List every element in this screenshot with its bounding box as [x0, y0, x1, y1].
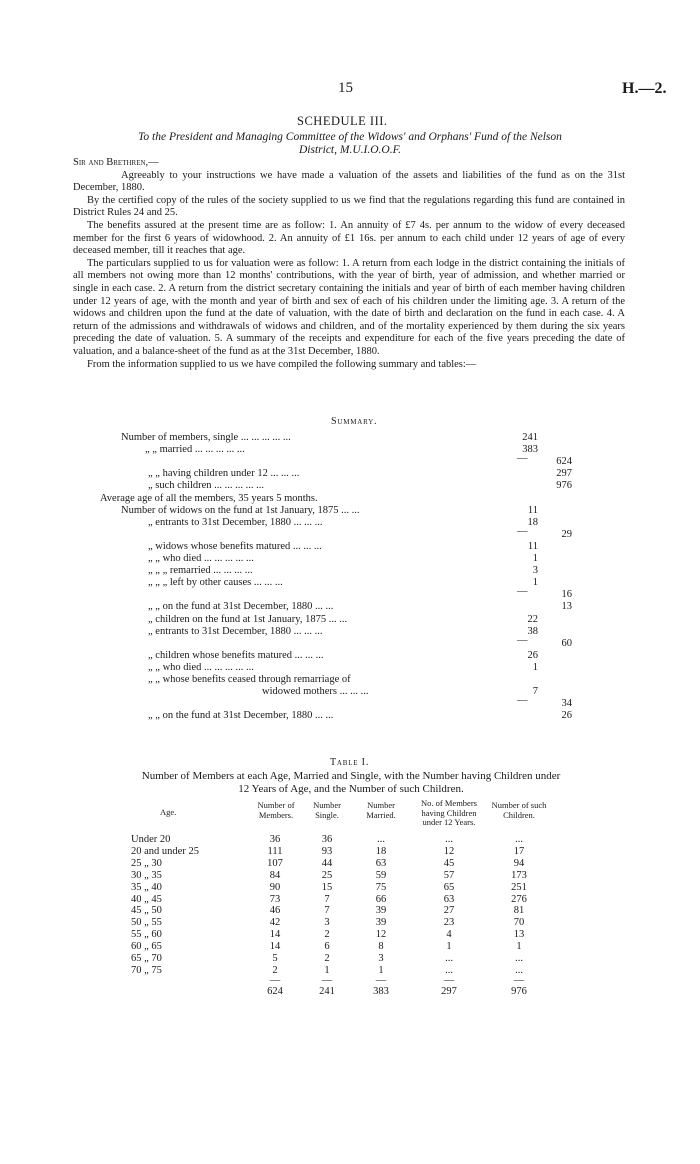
table1-value-cell: 1	[378, 964, 384, 976]
table1-age-cell: 25 „ 30	[131, 857, 162, 869]
table1-value-cell: ...	[445, 964, 453, 976]
summary-subtotal-value: 22	[527, 613, 538, 625]
table1-value-cell: ...	[445, 953, 453, 964]
summary-row-label: „ „ married ... ... ... ... ...	[145, 444, 245, 456]
table1-total-cell: 976	[511, 985, 527, 997]
table1-age-cell: 70 „ 75	[131, 964, 162, 976]
table1-value-cell: ...	[515, 953, 523, 964]
table1-value-cell: 36	[269, 834, 281, 845]
table1-value-cell: 2	[272, 964, 278, 976]
table1-value-cell: 276	[511, 893, 527, 905]
paragraph-5: From the information supplied to us we have compiled the following summary and tables:—	[87, 358, 477, 370]
summary-total-value: 13	[561, 601, 572, 613]
table1-value-cell: ...	[445, 834, 453, 845]
summary-total-value: 34	[561, 698, 572, 710]
table1-title-line-2: 12 Years of Age, and the Number of such Children.	[238, 783, 464, 795]
summary-row-label: „ „ on the fund at 31st December, 1880 ... ...	[148, 710, 334, 722]
table1-age-cell: 50 „ 55	[131, 917, 162, 929]
table1-value-cell: 173	[511, 869, 527, 881]
table1-value-cell: 70	[513, 917, 525, 929]
table1-value-cell: 63	[375, 857, 387, 869]
table1-heading: Table I.	[330, 757, 370, 768]
table1-value-cell: 93	[321, 845, 333, 857]
table1-age-cell: Under 20	[131, 834, 171, 845]
table1-value-cell: 1	[516, 941, 522, 953]
table1-age-cell: 30 „ 35	[131, 869, 162, 881]
table1-value-cell: 65	[443, 881, 455, 893]
paragraph-1: Agreeably to your instructions we have made a valuation of the assets and liabilities of the fund as on the 31st December, 1880.	[73, 169, 625, 194]
address-line-2: District, M.U.I.O.O.F.	[298, 144, 401, 156]
summary-subtotal-value: 11	[527, 504, 538, 516]
table1-value-cell: 4	[446, 929, 452, 941]
summary-subtotal-value: 1	[532, 553, 538, 564]
salutation: Sir and Brethren,—	[73, 157, 159, 168]
table1-value-cell: 15	[321, 881, 333, 893]
summary-row-label: „ „ „ left by other causes ... ... ...	[148, 577, 283, 589]
table1-column-header: Number Married.	[366, 800, 396, 820]
summary-total-value: 16	[561, 589, 572, 601]
address-line-1: To the President and Managing Committee of the Widows' and Orphans' Fund of the Nelson	[138, 131, 562, 143]
table1-value-cell: 75	[375, 881, 387, 893]
table1-total-cell: 624	[267, 985, 283, 997]
table1-value-cell: 66	[375, 893, 387, 905]
table1-value-cell: 17	[513, 845, 525, 857]
summary-subtotal-value: 241	[522, 432, 538, 443]
table1-rule: —	[375, 974, 387, 986]
summary-subtotal-value: 1	[532, 661, 538, 673]
table1-value-cell: 14	[269, 929, 281, 941]
summary-row-label: widowed mothers ... ... ...	[262, 686, 369, 698]
table1-age-cell: 55 „ 60	[131, 929, 162, 941]
table1-column-header: Number of Members.	[257, 800, 295, 820]
table1-age-cell: 35 „ 40	[131, 881, 162, 893]
table1-value-cell: 13	[513, 929, 525, 941]
table1-value-cell: 46	[269, 905, 281, 917]
summary-subtotal-value: 7	[532, 686, 538, 698]
table1-value-cell: 39	[375, 905, 387, 917]
summary-row-label: „ entrants to 31st December, 1880 ... ... ...	[148, 625, 323, 637]
summary-row-label: „ „ who died ... ... ... ... ...	[148, 553, 254, 564]
summary-row-label: „ „ „ remarried ... ... ... ...	[148, 565, 253, 577]
table1-value-cell: 3	[378, 953, 384, 964]
summary-subtotal-value: 3	[532, 565, 538, 577]
table1-value-cell: ...	[515, 834, 523, 845]
table1-value-cell: 45	[443, 857, 455, 869]
table1-column-header: No. of Members having Children under 12 Years.	[421, 798, 477, 827]
table1-age-cell: 40 „ 45	[131, 893, 162, 905]
table1-value-cell: 81	[513, 905, 525, 917]
table1-value-cell: 23	[443, 917, 455, 929]
table1-value-cell: 111	[267, 845, 283, 857]
table1-value-cell: 42	[269, 917, 281, 929]
table1-value-cell: 5	[272, 953, 278, 964]
summary-row-label: „ children on the fund at 1st January, 1875 ... ...	[148, 613, 348, 625]
summary-row-label: „ „ who died ... ... ... ... ...	[148, 661, 254, 673]
summary-subtotal-value: 38	[527, 625, 538, 637]
summary-rule: —	[517, 695, 528, 707]
summary-heading: Summary.	[331, 416, 378, 427]
table1-value-cell: ...	[377, 834, 385, 845]
summary-total-value: 976	[556, 480, 572, 492]
table1-value-cell: 1	[324, 964, 330, 976]
table1-total-cell: 297	[441, 985, 457, 997]
table1-value-cell: 36	[321, 834, 333, 845]
summary-total-value: 624	[556, 456, 572, 468]
summary-row-label: „ „ having children under 12 ... ... ...	[148, 468, 300, 480]
summary-rule: —	[517, 586, 528, 598]
table1-value-cell: 59	[375, 869, 387, 881]
table1-rule: —	[269, 974, 281, 986]
document-reference: H.—2.	[622, 80, 667, 97]
table1-column-header: Number of such Children.	[491, 800, 547, 820]
summary-row-label: „ „ whose benefits ceased through remarriage of	[148, 674, 351, 685]
page-number: 15	[338, 80, 353, 96]
table1-value-cell: 73	[269, 893, 281, 905]
table1-value-cell: 12	[375, 929, 387, 941]
table1-title-line-1: Number of Members at each Age, Married and Single, with the Number having Children under	[141, 770, 561, 782]
summary-row-label: Average age of all the members, 35 years 5 months.	[100, 492, 318, 504]
table1-value-cell: 63	[443, 893, 455, 905]
table1-value-cell: 7	[324, 893, 330, 905]
letter-body	[73, 157, 625, 371]
table1-value-cell: 12	[443, 845, 455, 857]
summary-row-label: „ entrants to 31st December, 1880 ... ... ...	[148, 516, 323, 528]
table1-value-cell: 18	[375, 845, 387, 857]
table1-value-cell: 44	[321, 857, 333, 869]
paragraph-2: By the certified copy of the rules of the society supplied to us we find that the regulations regarding this fund are contained in District Rules 24 and 25.	[73, 194, 625, 219]
table1-value-cell: 6	[324, 941, 330, 953]
table1-value-cell: 251	[511, 881, 527, 893]
summary-rule: —	[517, 634, 528, 646]
summary-row-label: „ „ on the fund at 31st December, 1880 ... ...	[148, 601, 334, 613]
table1-value-cell: 2	[324, 953, 330, 964]
summary-subtotal-value: 26	[527, 649, 538, 661]
summary-subtotal-value: 18	[527, 516, 538, 528]
table1-value-cell: 1	[446, 941, 452, 953]
table1-age-cell: 65 „ 70	[131, 953, 162, 964]
table1-rule: —	[321, 974, 333, 986]
summary-row-label: „ such children ... ... ... ... ...	[148, 480, 265, 492]
summary-total-value: 297	[556, 468, 572, 480]
summary-subtotal-value: 383	[522, 444, 538, 456]
summary-subtotal-value: 11	[527, 540, 538, 552]
table1-value-cell: 90	[269, 881, 281, 893]
summary-row-label: „ widows whose benefits matured ... ... ...	[148, 540, 322, 552]
table1-value-cell: 27	[443, 905, 455, 917]
summary-row-label: Number of widows on the fund at 1st January, 1875 ... ...	[121, 504, 360, 516]
table1-value-cell: 14	[269, 941, 281, 953]
summary-total-value: 26	[561, 710, 572, 722]
table1-column-header: Number Single.	[313, 800, 341, 820]
table1-rule: —	[513, 974, 525, 986]
table1-value-cell: 8	[378, 941, 384, 953]
summary-row-label: Number of members, single ... ... ... ... ...	[121, 432, 291, 443]
table1-value-cell: 94	[513, 857, 525, 869]
paragraph-3: The benefits assured at the present time are as follow: 1. An annuity of £7 4s. per annum to the widow of every deceased member for the first 6 years of widowhood. 2. An annuity of £1 16s. per annum to each child under 12 years of age of every deceased member, till it reaches that age.	[73, 219, 625, 257]
summary-rule: —	[517, 453, 528, 465]
table1-rule: —	[443, 974, 455, 986]
summary-total-value: 60	[561, 637, 572, 649]
schedule-title: SCHEDULE III.	[297, 114, 388, 128]
table1-value-cell: 2	[324, 929, 330, 941]
table1-value-cell: 39	[375, 917, 387, 929]
summary-row-label: „ children whose benefits matured ... ... ...	[148, 649, 324, 661]
summary-subtotal-value: 1	[532, 577, 538, 589]
table1-value-cell: 7	[324, 905, 330, 917]
table1-age-cell: 45 „ 50	[131, 905, 162, 917]
summary-total-value: 29	[561, 528, 572, 540]
paragraph-4: The particulars supplied to us for valuation were as follow: 1. A return from each lodge in the district containing the initials of all members not owing more than 12 months' contributions, with the year of birth, year of admission, and whether married or single in each case. 2. A return from the district secretary containing the initials and year of birth of each member having children under 12 years of age, with the month and year of birth and sex of each of his children under the limiting age. 3. A return of the widows and children upon the fund at the date of valuation, with the date of birth and declaration on the fund in each case. 4. A return of the admissions and withdrawals of widows and children, and of the mortality experienced by them during the six years preceding the date of valuation. 5. A summary of the receipts and expenditure for each of the five years preceding the date of valuation, and a balance-sheet of the fund as at the 31st December, 1880.	[73, 257, 625, 357]
table1-value-cell: 57	[443, 869, 455, 881]
table1-value-cell: 84	[269, 869, 281, 881]
table1-age-cell: 60 „ 65	[131, 941, 162, 953]
summary-rule: —	[517, 525, 528, 537]
table1-column-header: Age.	[160, 807, 177, 817]
table1-value-cell: 107	[267, 857, 283, 869]
table1-total-cell: 383	[373, 985, 389, 997]
table1-value-cell: 3	[324, 917, 330, 929]
table1-age-cell: 20 and under 25	[131, 845, 199, 857]
table1-total-cell: 241	[319, 985, 335, 997]
table1-value-cell: ...	[515, 964, 523, 976]
table1-value-cell: 25	[321, 869, 333, 881]
